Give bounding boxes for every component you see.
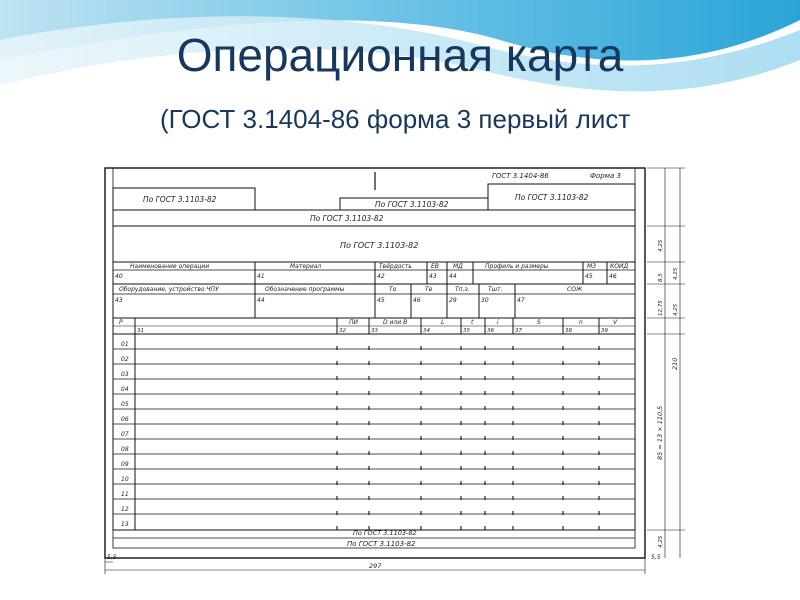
- row-label: 05: [121, 401, 129, 408]
- dim-425-a: 4,25: [658, 239, 664, 252]
- svg-text:i: i: [497, 319, 499, 326]
- svg-text:По ГОСТ 3.1103-82: По ГОСТ 3.1103-82: [515, 193, 589, 202]
- svg-text:D или В: D или В: [383, 319, 408, 326]
- svg-text:ЕВ: ЕВ: [431, 263, 439, 270]
- dim-rows: 85 = 13 × 110,5: [656, 405, 664, 460]
- dim-left-margin: 5,5: [107, 554, 117, 561]
- svg-text:По ГОСТ 3.1103-82: По ГОСТ 3.1103-82: [375, 200, 449, 209]
- svg-text:42: 42: [377, 273, 385, 280]
- svg-text:43: 43: [115, 297, 123, 304]
- row-label: 08: [121, 446, 129, 453]
- operation-card-drawing: [95, 160, 695, 585]
- dim-1275: 12,75: [658, 300, 664, 316]
- svg-text:Тшт.: Тшт.: [488, 286, 503, 293]
- form-standard-top: ГОСТ 3.1404-86: [492, 172, 549, 180]
- svg-text:39: 39: [601, 328, 608, 334]
- svg-text:35: 35: [463, 328, 470, 334]
- svg-text:По ГОСТ 3.1103-82: По ГОСТ 3.1103-82: [143, 195, 217, 204]
- svg-text:ПИ: ПИ: [349, 319, 358, 326]
- svg-text:46: 46: [413, 297, 421, 304]
- row-label: 07: [121, 431, 129, 438]
- slide-title: Операционная карта: [176, 29, 624, 81]
- svg-text:Наименование операции: Наименование операции: [130, 263, 210, 270]
- form-data-rows: [113, 334, 635, 530]
- svg-text:То: То: [389, 286, 397, 293]
- svg-text:41: 41: [257, 273, 265, 280]
- row-label: 01: [121, 341, 129, 348]
- svg-text:Оборудование, устройство ЧПУ: Оборудование, устройство ЧПУ: [119, 286, 219, 293]
- svg-text:30: 30: [481, 297, 489, 304]
- svg-text:Тв: Тв: [425, 286, 433, 293]
- svg-text:МД: МД: [453, 263, 463, 270]
- footer-small-label: По ГОСТ 3.1103-82: [353, 529, 417, 537]
- dim-right-margin: 5,5: [651, 554, 661, 561]
- svg-text:S: S: [537, 319, 541, 326]
- svg-text:По ГОСТ 3.1103-82: По ГОСТ 3.1103-82: [340, 241, 419, 250]
- dim-height: 210: [671, 357, 679, 370]
- svg-text:Профиль и размеры: Профиль и размеры: [485, 263, 549, 270]
- dim-425-c: 4,25: [673, 303, 679, 316]
- svg-text:33: 33: [371, 328, 378, 334]
- form-row-ticks: [337, 346, 599, 530]
- svg-text:37: 37: [515, 328, 522, 334]
- svg-text:38: 38: [565, 328, 572, 334]
- svg-text:29: 29: [449, 297, 457, 304]
- svg-text:31: 31: [137, 328, 144, 334]
- svg-text:n: n: [579, 319, 583, 326]
- dim-425-d: 4,25: [658, 535, 664, 548]
- svg-text:40: 40: [115, 273, 123, 280]
- operation-card-form: [95, 160, 695, 585]
- svg-text:Тп.з.: Тп.з.: [455, 286, 470, 293]
- svg-text:44: 44: [257, 297, 265, 304]
- svg-text:45: 45: [585, 273, 593, 280]
- row-label: 04: [121, 386, 129, 393]
- footer-main-label: По ГОСТ 3.1103-82: [347, 540, 416, 548]
- svg-text:L: L: [441, 319, 445, 326]
- svg-text:Р: Р: [119, 319, 123, 326]
- row-label: 13: [121, 521, 129, 528]
- svg-text:По ГОСТ 3.1103-82: По ГОСТ 3.1103-82: [310, 214, 384, 223]
- svg-text:КОИД: КОИД: [610, 263, 629, 270]
- svg-text:Твёрдость: Твёрдость: [379, 263, 412, 270]
- form-row-lines: [113, 349, 635, 514]
- svg-text:36: 36: [487, 328, 494, 334]
- row-label: 09: [121, 461, 129, 468]
- svg-text:34: 34: [423, 328, 430, 334]
- svg-text:45: 45: [377, 297, 385, 304]
- svg-text:44: 44: [449, 273, 457, 280]
- svg-text:МЗ: МЗ: [587, 263, 597, 270]
- svg-text:Материал: Материал: [290, 263, 322, 270]
- dim-425-b: 4,25: [673, 267, 679, 280]
- form-number-label: Форма 3: [590, 172, 622, 180]
- row-label: 11: [121, 491, 129, 498]
- row-label: 03: [121, 371, 129, 378]
- form-row-labels: [121, 341, 129, 528]
- slide-subtitle: (ГОСТ 3.1404-86 форма 3 первый лист: [160, 104, 631, 134]
- svg-text:43: 43: [429, 273, 437, 280]
- svg-text:Обозначение программы: Обозначение программы: [265, 286, 345, 293]
- form-inner-frame: [113, 168, 635, 548]
- svg-text:V: V: [613, 319, 618, 326]
- svg-text:СОЖ: СОЖ: [567, 286, 583, 293]
- row-label: 06: [121, 416, 129, 423]
- row-label: 10: [121, 476, 129, 483]
- svg-text:46: 46: [609, 273, 617, 280]
- svg-text:47: 47: [517, 297, 525, 304]
- svg-text:32: 32: [339, 328, 346, 334]
- dim-width: 297: [369, 562, 382, 570]
- row-label: 12: [121, 506, 129, 513]
- dim-85: 8,5: [658, 273, 664, 282]
- svg-text:t: t: [471, 319, 474, 326]
- row-label: 02: [121, 356, 129, 363]
